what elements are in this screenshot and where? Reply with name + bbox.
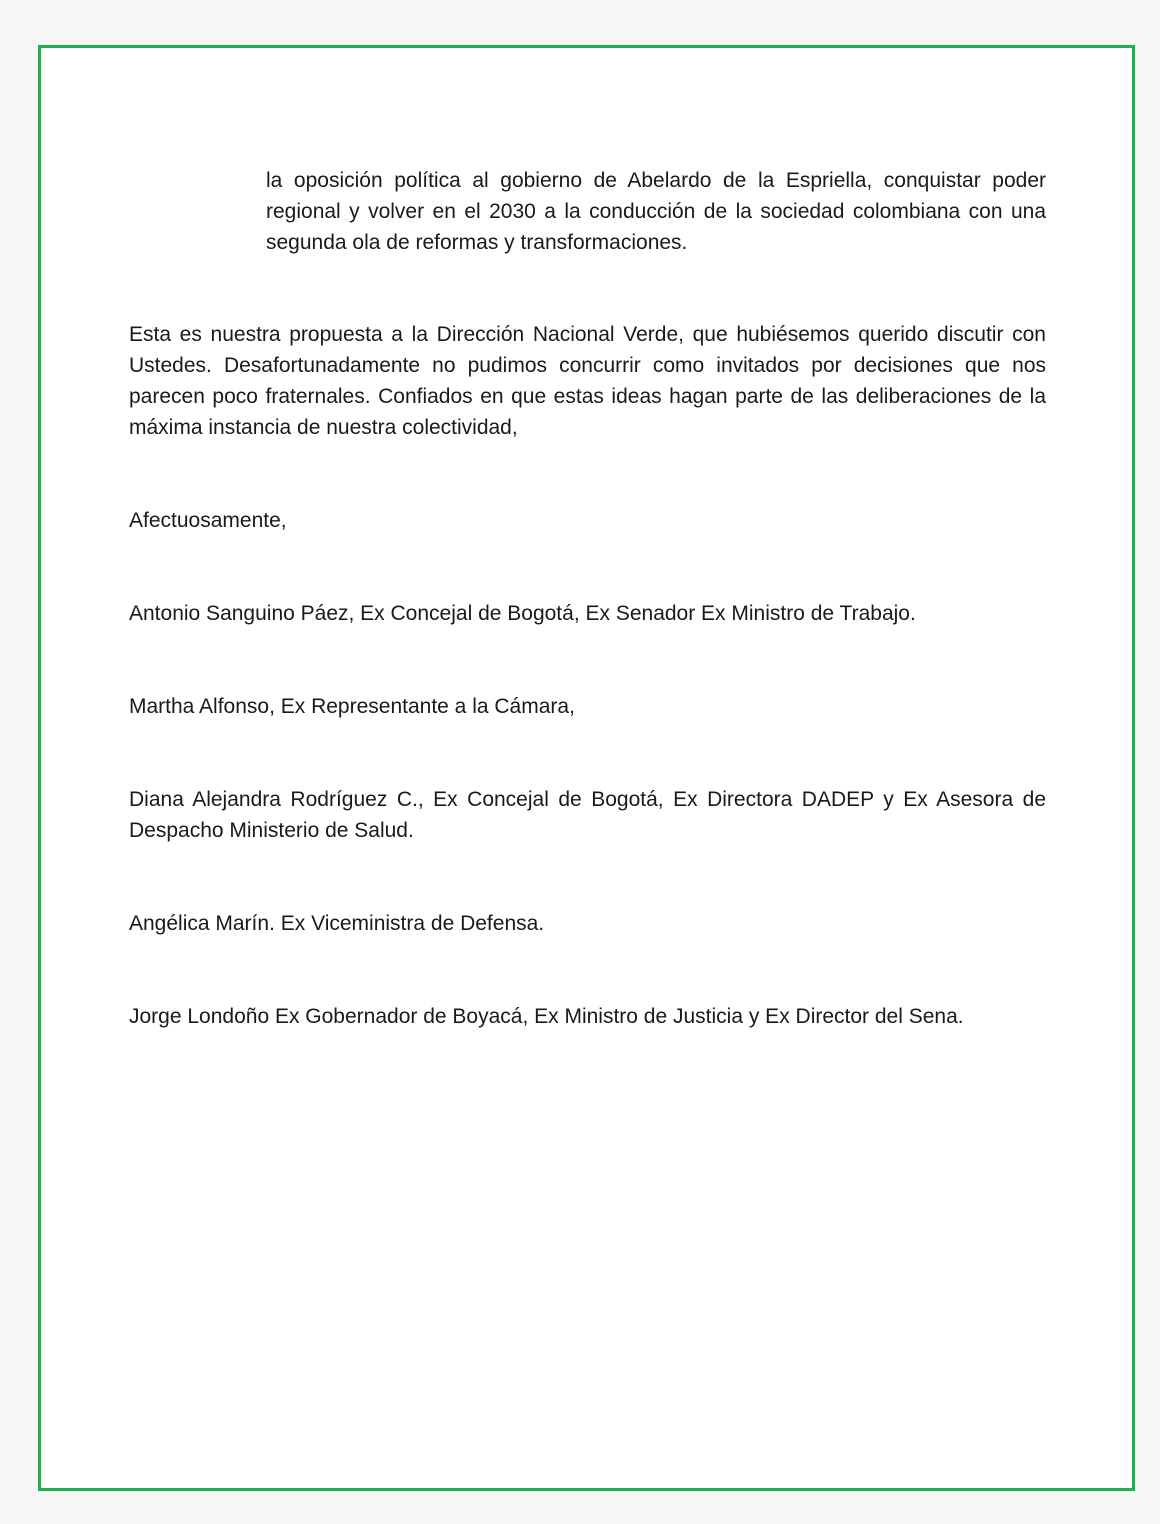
intro-paragraph: la oposición política al gobierno de Abelardo de la Espriella, conquistar poder regional y volver en el 2030 a la conducción de la sociedad colombiana con una segunda ola de reformas y transformaciones. (266, 169, 1046, 254)
closing-salutation: Afectuosamente, (129, 509, 287, 532)
signatory-antonio-sanguino: Antonio Sanguino Páez, Ex Concejal de Bogotá, Ex Senador Ex Ministro de Trabajo. (129, 602, 916, 625)
signatory-angelica-marin: Angélica Marín. Ex Viceministra de Defensa. (129, 912, 545, 935)
document-page (38, 45, 1135, 1491)
signatories-list (129, 598, 1046, 1094)
signatory-jorge-londono: Jorge Londoño Ex Gobernador de Boyacá, Ex Ministro de Justicia y Ex Director del Sena. (129, 1005, 964, 1028)
proposal-paragraph: Esta es nuestra propuesta a la Dirección Nacional Verde, que hubiésemos querido discutir con Ustedes. Desafortunadamente no pudimos concurrir como invitados por decisiones que nos parecen poco fraternales. Confiados en que estas ideas hagan parte de las deliberaciones de la máxima instancia de nuestra colectividad, (129, 323, 1046, 439)
signatory-martha-alfonso: Martha Alfonso, Ex Representante a la Cámara, (129, 695, 575, 718)
signatory-diana-rodriguez: Diana Alejandra Rodríguez C., Ex Concejal de Bogotá, Ex Directora DADEP y Ex Asesora de Despacho Ministerio de Salud. (129, 788, 1046, 842)
